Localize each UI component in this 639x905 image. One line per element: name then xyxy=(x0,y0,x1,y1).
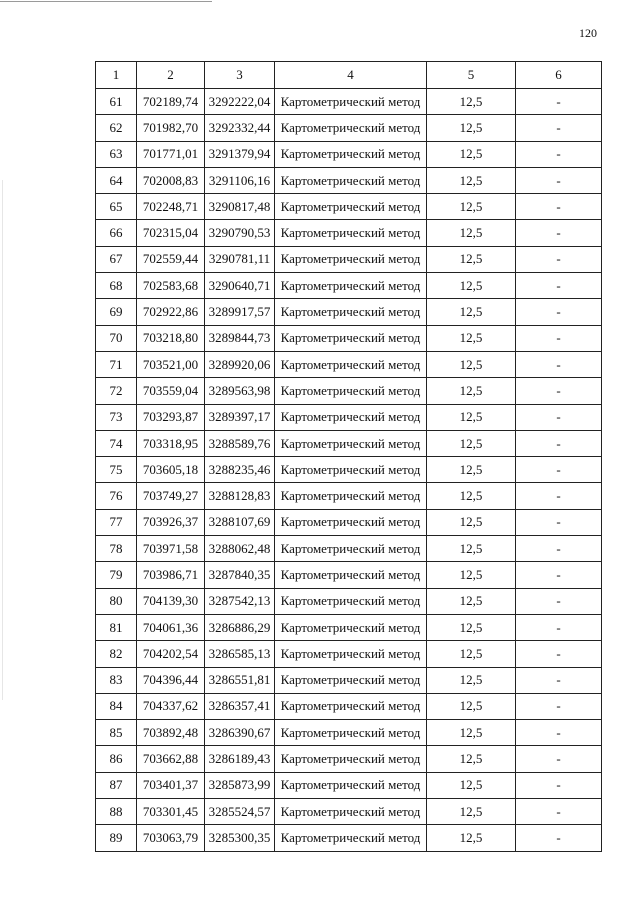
note-cell: - xyxy=(516,562,602,588)
y-coordinate-cell: 3286551,81 xyxy=(205,667,275,693)
note-cell: - xyxy=(516,667,602,693)
accuracy-cell: 12,5 xyxy=(427,404,516,430)
header-cell: 3 xyxy=(205,62,275,89)
accuracy-cell: 12,5 xyxy=(427,509,516,535)
note-cell: - xyxy=(516,720,602,746)
method-cell: Картометрический метод xyxy=(275,772,427,798)
method-cell: Картометрический метод xyxy=(275,693,427,719)
x-coordinate-cell: 704139,30 xyxy=(137,588,205,614)
point-number-cell: 89 xyxy=(96,825,137,851)
note-cell: - xyxy=(516,141,602,167)
method-cell: Картометрический метод xyxy=(275,588,427,614)
point-number-cell: 80 xyxy=(96,588,137,614)
header-cell: 6 xyxy=(516,62,602,89)
method-cell: Картометрический метод xyxy=(275,562,427,588)
point-number-cell: 77 xyxy=(96,509,137,535)
y-coordinate-cell: 3290817,48 xyxy=(205,194,275,220)
table-row xyxy=(96,693,602,719)
point-number-cell: 70 xyxy=(96,325,137,351)
accuracy-cell: 12,5 xyxy=(427,89,516,115)
accuracy-cell: 12,5 xyxy=(427,772,516,798)
table-row xyxy=(96,483,602,509)
note-cell: - xyxy=(516,167,602,193)
accuracy-cell: 12,5 xyxy=(427,167,516,193)
method-cell: Картометрический метод xyxy=(275,667,427,693)
accuracy-cell: 12,5 xyxy=(427,430,516,456)
method-cell: Картометрический метод xyxy=(275,325,427,351)
table-row xyxy=(96,799,602,825)
point-number-cell: 61 xyxy=(96,89,137,115)
x-coordinate-cell: 703218,80 xyxy=(137,325,205,351)
table-row xyxy=(96,89,602,115)
method-cell: Картометрический метод xyxy=(275,483,427,509)
table-row xyxy=(96,167,602,193)
method-cell: Картометрический метод xyxy=(275,457,427,483)
y-coordinate-cell: 3288235,46 xyxy=(205,457,275,483)
note-cell: - xyxy=(516,614,602,640)
point-number-cell: 72 xyxy=(96,378,137,404)
method-cell: Картометрический метод xyxy=(275,641,427,667)
point-number-cell: 86 xyxy=(96,746,137,772)
accuracy-cell: 12,5 xyxy=(427,693,516,719)
y-coordinate-cell: 3285300,35 xyxy=(205,825,275,851)
method-cell: Картометрический метод xyxy=(275,509,427,535)
accuracy-cell: 12,5 xyxy=(427,246,516,272)
table-row xyxy=(96,220,602,246)
table-row xyxy=(96,115,602,141)
x-coordinate-cell: 702189,74 xyxy=(137,89,205,115)
x-coordinate-cell: 703892,48 xyxy=(137,720,205,746)
method-cell: Картометрический метод xyxy=(275,220,427,246)
note-cell: - xyxy=(516,772,602,798)
accuracy-cell: 12,5 xyxy=(427,115,516,141)
x-coordinate-cell: 703401,37 xyxy=(137,772,205,798)
accuracy-cell: 12,5 xyxy=(427,457,516,483)
note-cell: - xyxy=(516,746,602,772)
y-coordinate-cell: 3289563,98 xyxy=(205,378,275,404)
y-coordinate-cell: 3290640,71 xyxy=(205,273,275,299)
y-coordinate-cell: 3291379,94 xyxy=(205,141,275,167)
method-cell: Картометрический метод xyxy=(275,299,427,325)
method-cell: Картометрический метод xyxy=(275,273,427,299)
y-coordinate-cell: 3292222,04 xyxy=(205,89,275,115)
accuracy-cell: 12,5 xyxy=(427,141,516,167)
table-body xyxy=(96,62,602,852)
note-cell: - xyxy=(516,404,602,430)
method-cell: Картометрический метод xyxy=(275,246,427,272)
table-row xyxy=(96,430,602,456)
note-cell: - xyxy=(516,588,602,614)
x-coordinate-cell: 702559,44 xyxy=(137,246,205,272)
point-number-cell: 84 xyxy=(96,693,137,719)
point-number-cell: 75 xyxy=(96,457,137,483)
table-row xyxy=(96,325,602,351)
point-number-cell: 66 xyxy=(96,220,137,246)
note-cell: - xyxy=(516,378,602,404)
x-coordinate-cell: 703605,18 xyxy=(137,457,205,483)
y-coordinate-cell: 3288107,69 xyxy=(205,509,275,535)
point-number-cell: 67 xyxy=(96,246,137,272)
table-row xyxy=(96,641,602,667)
note-cell: - xyxy=(516,457,602,483)
method-cell: Картометрический метод xyxy=(275,404,427,430)
x-coordinate-cell: 703926,37 xyxy=(137,509,205,535)
x-coordinate-cell: 703749,27 xyxy=(137,483,205,509)
table-row xyxy=(96,299,602,325)
accuracy-cell: 12,5 xyxy=(427,799,516,825)
accuracy-cell: 12,5 xyxy=(427,378,516,404)
x-coordinate-cell: 703521,00 xyxy=(137,351,205,377)
table-row xyxy=(96,351,602,377)
note-cell: - xyxy=(516,825,602,851)
note-cell: - xyxy=(516,220,602,246)
accuracy-cell: 12,5 xyxy=(427,614,516,640)
x-coordinate-cell: 701982,70 xyxy=(137,115,205,141)
accuracy-cell: 12,5 xyxy=(427,194,516,220)
coordinates-table xyxy=(95,61,602,852)
point-number-cell: 74 xyxy=(96,430,137,456)
accuracy-cell: 12,5 xyxy=(427,641,516,667)
note-cell: - xyxy=(516,273,602,299)
x-coordinate-cell: 704202,54 xyxy=(137,641,205,667)
y-coordinate-cell: 3289920,06 xyxy=(205,351,275,377)
method-cell: Картометрический метод xyxy=(275,378,427,404)
point-number-cell: 69 xyxy=(96,299,137,325)
x-coordinate-cell: 702922,86 xyxy=(137,299,205,325)
header-cell: 1 xyxy=(96,62,137,89)
accuracy-cell: 12,5 xyxy=(427,667,516,693)
point-number-cell: 65 xyxy=(96,194,137,220)
top-rule xyxy=(0,1,212,2)
point-number-cell: 62 xyxy=(96,115,137,141)
point-number-cell: 78 xyxy=(96,536,137,562)
accuracy-cell: 12,5 xyxy=(427,720,516,746)
accuracy-cell: 12,5 xyxy=(427,562,516,588)
table-row xyxy=(96,378,602,404)
accuracy-cell: 12,5 xyxy=(427,325,516,351)
accuracy-cell: 12,5 xyxy=(427,351,516,377)
x-coordinate-cell: 703063,79 xyxy=(137,825,205,851)
note-cell: - xyxy=(516,351,602,377)
table-row xyxy=(96,273,602,299)
method-cell: Картометрический метод xyxy=(275,746,427,772)
y-coordinate-cell: 3287840,35 xyxy=(205,562,275,588)
method-cell: Картометрический метод xyxy=(275,89,427,115)
x-coordinate-cell: 702315,04 xyxy=(137,220,205,246)
accuracy-cell: 12,5 xyxy=(427,536,516,562)
method-cell: Картометрический метод xyxy=(275,167,427,193)
x-coordinate-cell: 702583,68 xyxy=(137,273,205,299)
accuracy-cell: 12,5 xyxy=(427,825,516,851)
x-coordinate-cell: 703559,04 xyxy=(137,378,205,404)
note-cell: - xyxy=(516,536,602,562)
x-coordinate-cell: 703971,58 xyxy=(137,536,205,562)
y-coordinate-cell: 3292332,44 xyxy=(205,115,275,141)
method-cell: Картометрический метод xyxy=(275,141,427,167)
y-coordinate-cell: 3289917,57 xyxy=(205,299,275,325)
table-row xyxy=(96,246,602,272)
y-coordinate-cell: 3291106,16 xyxy=(205,167,275,193)
table-row xyxy=(96,825,602,851)
point-number-cell: 81 xyxy=(96,614,137,640)
y-coordinate-cell: 3288128,83 xyxy=(205,483,275,509)
table-row xyxy=(96,194,602,220)
header-cell: 5 xyxy=(427,62,516,89)
y-coordinate-cell: 3288062,48 xyxy=(205,536,275,562)
x-coordinate-cell: 702008,83 xyxy=(137,167,205,193)
scan-edge-mark xyxy=(2,180,3,700)
point-number-cell: 71 xyxy=(96,351,137,377)
y-coordinate-cell: 3288589,76 xyxy=(205,430,275,456)
table-row xyxy=(96,720,602,746)
note-cell: - xyxy=(516,299,602,325)
accuracy-cell: 12,5 xyxy=(427,299,516,325)
y-coordinate-cell: 3286886,29 xyxy=(205,614,275,640)
note-cell: - xyxy=(516,641,602,667)
point-number-cell: 63 xyxy=(96,141,137,167)
accuracy-cell: 12,5 xyxy=(427,588,516,614)
accuracy-cell: 12,5 xyxy=(427,483,516,509)
y-coordinate-cell: 3287542,13 xyxy=(205,588,275,614)
method-cell: Картометрический метод xyxy=(275,115,427,141)
point-number-cell: 64 xyxy=(96,167,137,193)
note-cell: - xyxy=(516,194,602,220)
note-cell: - xyxy=(516,799,602,825)
table-row xyxy=(96,667,602,693)
table-row xyxy=(96,509,602,535)
x-coordinate-cell: 703318,95 xyxy=(137,430,205,456)
point-number-cell: 76 xyxy=(96,483,137,509)
x-coordinate-cell: 702248,71 xyxy=(137,194,205,220)
note-cell: - xyxy=(516,509,602,535)
y-coordinate-cell: 3285873,99 xyxy=(205,772,275,798)
table-row xyxy=(96,141,602,167)
y-coordinate-cell: 3286189,43 xyxy=(205,746,275,772)
x-coordinate-cell: 703662,88 xyxy=(137,746,205,772)
method-cell: Картометрический метод xyxy=(275,430,427,456)
table-row xyxy=(96,746,602,772)
method-cell: Картометрический метод xyxy=(275,799,427,825)
x-coordinate-cell: 704337,62 xyxy=(137,693,205,719)
accuracy-cell: 12,5 xyxy=(427,746,516,772)
table-header-row xyxy=(96,62,602,89)
point-number-cell: 85 xyxy=(96,720,137,746)
method-cell: Картометрический метод xyxy=(275,614,427,640)
table-row xyxy=(96,588,602,614)
method-cell: Картометрический метод xyxy=(275,536,427,562)
method-cell: Картометрический метод xyxy=(275,351,427,377)
x-coordinate-cell: 704061,36 xyxy=(137,614,205,640)
page-number: 120 xyxy=(579,26,597,40)
note-cell: - xyxy=(516,430,602,456)
point-number-cell: 68 xyxy=(96,273,137,299)
y-coordinate-cell: 3286390,67 xyxy=(205,720,275,746)
accuracy-cell: 12,5 xyxy=(427,220,516,246)
y-coordinate-cell: 3285524,57 xyxy=(205,799,275,825)
y-coordinate-cell: 3289397,17 xyxy=(205,404,275,430)
point-number-cell: 79 xyxy=(96,562,137,588)
table-row xyxy=(96,536,602,562)
header-cell: 2 xyxy=(137,62,205,89)
table-row xyxy=(96,772,602,798)
x-coordinate-cell: 701771,01 xyxy=(137,141,205,167)
y-coordinate-cell: 3290790,53 xyxy=(205,220,275,246)
table-row xyxy=(96,457,602,483)
y-coordinate-cell: 3286357,41 xyxy=(205,693,275,719)
point-number-cell: 82 xyxy=(96,641,137,667)
note-cell: - xyxy=(516,483,602,509)
note-cell: - xyxy=(516,246,602,272)
point-number-cell: 88 xyxy=(96,799,137,825)
point-number-cell: 73 xyxy=(96,404,137,430)
method-cell: Картометрический метод xyxy=(275,194,427,220)
method-cell: Картометрический метод xyxy=(275,720,427,746)
x-coordinate-cell: 703293,87 xyxy=(137,404,205,430)
x-coordinate-cell: 703301,45 xyxy=(137,799,205,825)
note-cell: - xyxy=(516,115,602,141)
header-cell: 4 xyxy=(275,62,427,89)
x-coordinate-cell: 704396,44 xyxy=(137,667,205,693)
table-row xyxy=(96,404,602,430)
y-coordinate-cell: 3286585,13 xyxy=(205,641,275,667)
method-cell: Картометрический метод xyxy=(275,825,427,851)
note-cell: - xyxy=(516,89,602,115)
y-coordinate-cell: 3289844,73 xyxy=(205,325,275,351)
y-coordinate-cell: 3290781,11 xyxy=(205,246,275,272)
accuracy-cell: 12,5 xyxy=(427,273,516,299)
table-row xyxy=(96,562,602,588)
point-number-cell: 87 xyxy=(96,772,137,798)
point-number-cell: 83 xyxy=(96,667,137,693)
table-row xyxy=(96,614,602,640)
note-cell: - xyxy=(516,693,602,719)
note-cell: - xyxy=(516,325,602,351)
x-coordinate-cell: 703986,71 xyxy=(137,562,205,588)
